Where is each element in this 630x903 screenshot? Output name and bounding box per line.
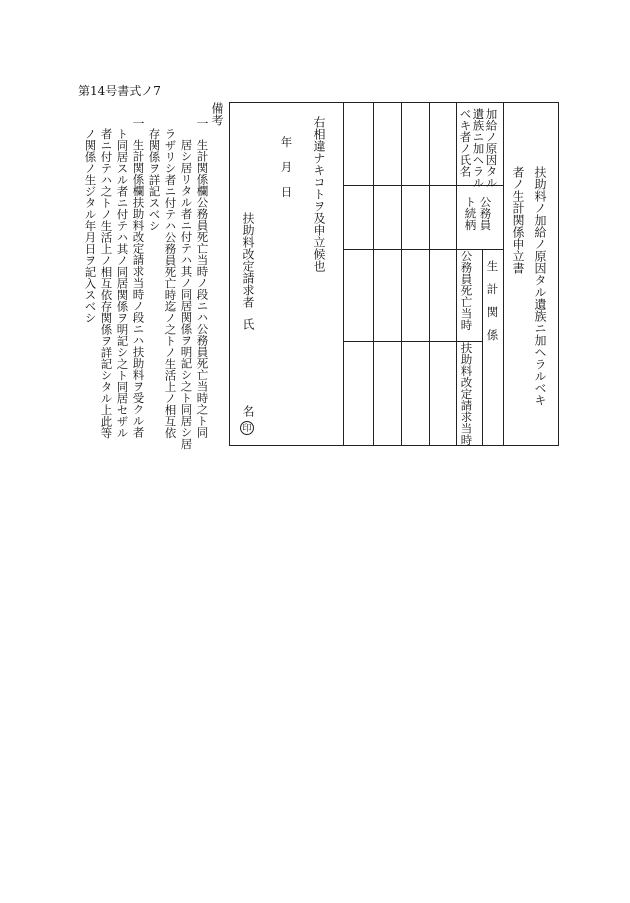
subheader-revision: 扶助料改定請求当時 xyxy=(459,342,474,446)
note2-line2: ト同居スル者ニ付テハ其ノ同居関係ヲ明記シ之ト同居セザル xyxy=(115,128,130,439)
header-name-line2: 遺族ニ加ヘラル xyxy=(471,108,486,189)
header-relation-line2: ト続柄 xyxy=(463,196,478,231)
subheader-death: 公務員死亡当時 xyxy=(459,250,474,331)
divider-header xyxy=(456,103,457,445)
claimant-mei: 名 xyxy=(241,405,255,417)
note1-line1: 生計関係欄公務員死亡当時ノ段ニハ公務員死亡当時之ト同 xyxy=(195,139,210,438)
header-livelihood: 生 計 関 係 xyxy=(485,260,500,341)
note1-mark: 一 xyxy=(195,117,209,129)
claimant-shi: 氏 xyxy=(241,318,255,330)
declaration-text: 右相違ナキコトヲ及申立候也 xyxy=(312,116,326,272)
divider-relation-livelihood xyxy=(343,249,503,250)
divider-declaration xyxy=(343,103,344,445)
form-title-line1: 扶助料ノ加給ノ原因タル遺族ニ加ヘラルベキ xyxy=(533,166,547,406)
note1-line3: ラザリシ者ニ付テハ公務員死亡時迄ノ之トノ生活上ノ相互依 xyxy=(163,128,178,439)
divider-livelihood-band xyxy=(482,249,483,446)
date-year: 年 xyxy=(279,136,294,148)
form-title-line2: 者ノ生計関係申立書 xyxy=(511,166,525,274)
note2-line1: 生計関係欄扶助料改定請求当時ノ段ニハ扶助料ヲ受クル者 xyxy=(131,139,146,438)
header-name-line3: ベキ者ノ氏名 xyxy=(458,108,473,177)
note2-mark: 一 xyxy=(131,117,145,129)
date-month: 月 xyxy=(279,161,294,173)
notes-heading: 備考 xyxy=(210,102,224,126)
header-relation-line1: 公務員 xyxy=(478,196,493,231)
note1-line2: 居シ居リタル者ニ付テハ其ノ同居関係ヲ明記シ之ト同居シ居 xyxy=(179,139,194,450)
note2-line3: 者ニ付テハ之トノ生活上ノ相互依存関係ヲ詳記シタル上此等 xyxy=(99,128,114,439)
divider-row-2 xyxy=(401,103,402,445)
statement-form-table xyxy=(229,102,559,446)
divider-title xyxy=(503,103,504,445)
divider-row-3 xyxy=(429,103,430,445)
date-day: 日 xyxy=(279,186,294,198)
divider-row-1 xyxy=(373,103,374,445)
form-number: 第14号書式ノ7 xyxy=(78,84,161,98)
note1-line4: 存関係ヲ詳記スベシ xyxy=(147,128,162,232)
seal-mark: 印 xyxy=(240,421,254,435)
note2-line4: ノ関係ノ生ジタル年月日ヲ記入スベシ xyxy=(83,128,98,324)
claimant-label: 扶助料改定請求者 xyxy=(241,212,255,308)
header-name-line1: 加給ノ原因タル xyxy=(484,108,499,189)
